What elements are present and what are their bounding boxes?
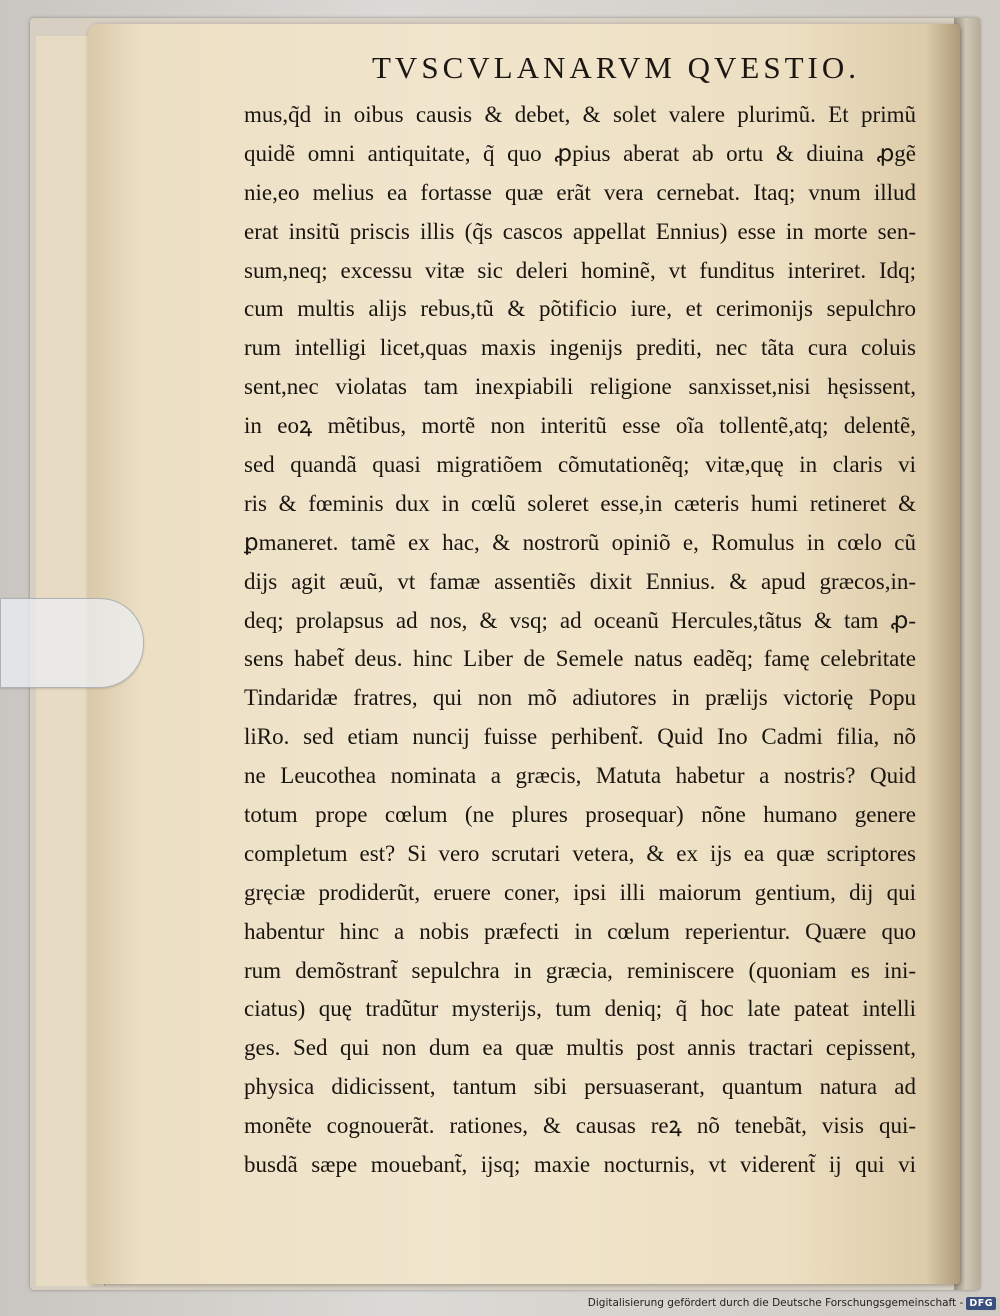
text-line: busdã sæpe mouebant̃, ijsq; maxie nocturnis, vt viderent̃ ij qui vi [244,1152,916,1178]
text-line: cum multis alijs rebus,tũ & põtificio iure, et cerimonijs sepulchro [244,296,916,322]
text-line: rum demõstrant̃ sepulchra in græcia, reminiscere (quoniam es ini- [244,957,916,983]
text-line: ne Leucothea nominata a græcis, Matuta habetur a nostris? Quid [244,763,916,789]
text-line: monẽte cognouerãt. rationes, & causas reꝝ nõ tenebãt, visis qui- [244,1113,916,1139]
funding-credit: Digitalisierung gefördert durch die Deutsche Forschungsgemeinschaft - [587,1297,964,1309]
text-line: ciatus) quę tradũtur mysterijs, tum deniq; q̃ hoc late pateat intelli [244,996,916,1022]
text-line: sent,nec violatas tam inexpiabili religione sanxisset,nisi hęsissent, [244,374,916,400]
text-line: sens habet̃ deus. hinc Liber de Semele natus eadẽq; famę celebritate [244,646,916,672]
text-line: dijs agit æuũ, vt famæ assentiẽs dixit Ennius. & apud græcos,in- [244,568,916,594]
bookmark-clip [0,598,144,688]
text-line: habentur hinc a nobis præfecti in cœlum reperientur. Quære quo [244,918,916,944]
text-line: completum est? Si vero scrutari vetera, & ex ijs ea quæ scriptores [244,840,916,866]
text-line: rum intelligi licet,quas maxis ingenijs prediti, nec tãta cura coluis [244,335,916,361]
page-gutter-shadow [926,24,960,1284]
text-line: sed quandã quasi migratiõem cõmutationẽq; vitæ,quę in claris vi [244,452,916,478]
text-line: ris & fœminis dux in cœlũ soleret esse,in cæteris humi retineret & [244,490,916,516]
text-line: gręciæ prodiderũt, eruere coner, ipsi illi maiorum gentium, dij qui [244,879,916,905]
text-line: ꝑmaneret. tamẽ ex hac, & nostrorũ opiniõ e, Romulus in cœlo cũ [244,529,916,555]
text-line: in eoꝝ mẽtibus, mortẽ non interitũ esse oĩa tollentẽ,atq; delentẽ, [244,413,916,439]
dfg-logo-icon: DFG [966,1297,996,1310]
running-head: TVSCVLANARVM QVESTIO. [372,50,860,85]
text-line: nie,eo melius ea fortasse quæ erãt vera cernebat. Itaq; vnum illud [244,179,916,205]
body-text [244,96,916,1185]
text-line: deq; prolapsus ad nos, & vsq; ad oceanũ Hercules,tãtus & tam ꝓ- [244,607,916,633]
text-line: quidẽ omni antiquitate, q̃ quo ꝓpius aberat ab ortu & diuina ꝓgẽ [244,140,916,166]
text-line: erat insitũ priscis illis (q̃s cascos appellat Ennius) esse in morte sen- [244,218,916,244]
text-line: physica didicissent, tantum sibi persuaserant, quantum natura ad [244,1074,916,1100]
text-line: sum,neq; excessu vitæ sic deleri hominẽ, vt funditus interiret. Idq; [244,257,916,283]
text-line: totum prope cœlum (ne plures prosequar) nõne humano genere [244,802,916,828]
text-line: ges. Sed qui non dum ea quæ multis post annis tractari cepissent, [244,1035,916,1061]
text-line: Tindaridæ fratres, qui non mõ adiutores in prælijs victorię Popu [244,685,916,711]
digitization-footer [587,1294,996,1312]
text-line: liRo. sed etiam nuncij fuisse perhibent̃. Quid Ino Cadmi filia, nõ [244,724,916,750]
text-line: mus,q̃d in oibus causis & debet, & solet valere plurimũ. Et primũ [244,102,916,127]
